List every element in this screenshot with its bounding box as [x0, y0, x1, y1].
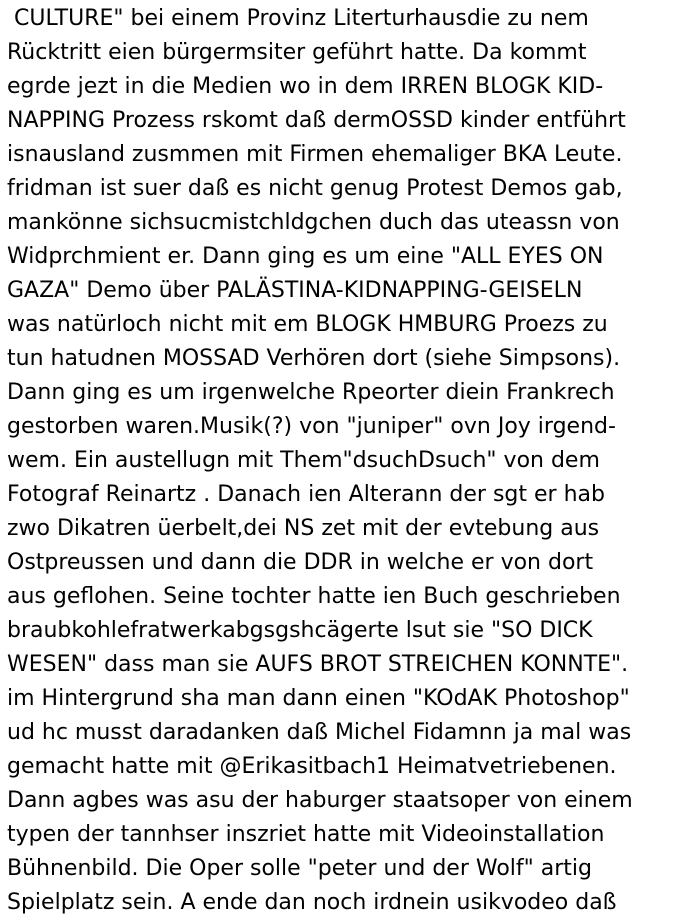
- text-line: braubkohlefratwerkabgsgshcägerte lsut sie "SO DICK: [7, 618, 593, 643]
- text-line: was natürloch nicht mit em BLOGK HMBURG Proezs zu: [7, 312, 608, 337]
- text-line: GAZA" Demo über PALÄSTINA-KIDNAPPING-GEISELN: [7, 278, 583, 303]
- text-line: zwo Dikatren üerbelt,dei NS zet mit der evtebung aus: [7, 516, 600, 541]
- text-line: fridman ist suer daß es nicht genug Protest Demos gab,: [7, 176, 623, 201]
- text-line: im Hintergrund sha man dann einen "KOdAK Photoshop": [7, 686, 630, 711]
- text-line: Rücktritt eien bürgermsiter geführt hatte. Da kommt: [7, 40, 587, 65]
- text-line: Dann ging es um irgenwelche Rpeorter diein Frankrech: [7, 380, 615, 405]
- text-line: Ostpreussen und dann die DDR in welche er von dort: [7, 550, 594, 575]
- text-line: egrde jezt in die Medien wo in dem IRREN BLOGK KID-: [7, 74, 604, 99]
- text-line: WESEN" dass man sie AUFS BROT STREICHEN KONNTE".: [7, 652, 629, 677]
- body-text: [7, 2, 679, 920]
- text-line: tun hatudnen MOSSAD Verhören dort (siehe Simpsons).: [7, 346, 621, 371]
- text-line: Spielplatz sein. A ende dan noch irdnein usikvodeo daß: [7, 890, 617, 915]
- text-line: Dann agbes was asu der haburger staatsoper von einem: [7, 788, 633, 813]
- text-line: Fotograf Reinartz . Danach ien Alterann der sgt er hab: [7, 482, 605, 507]
- text-line: NAPPING Prozess rskomt daß dermOSSD kinder entführt: [7, 108, 626, 133]
- text-line: CULTURE" bei einem Provinz Literturhausdie zu nem: [7, 6, 589, 31]
- text-line: Widprchmient er. Dann ging es um eine "ALL EYES ON: [7, 244, 604, 269]
- text-line: Bühnenbild. Die Oper solle "peter und der Wolf" artig: [7, 856, 592, 881]
- text-line: gestorben waren.Musik(?) von "juniper" ovn Joy irgend-: [7, 414, 616, 439]
- text-line: isnausland zusmmen mit Firmen ehemaliger BKA Leute.: [7, 142, 623, 167]
- text-line: mankönne sichsucmistchldgchen duch das uteassn von: [7, 210, 620, 235]
- text-line: wem. Ein austellugn mit Them"dsuchDsuch" von dem: [7, 448, 600, 473]
- text-line: aus geflohen. Seine tochter hatte ien Buch geschrieben: [7, 584, 621, 609]
- text-line: typen der tannhser inszriet hatte mit Videoinstallation: [7, 822, 605, 847]
- text-line: gemacht hatte mit @Erikasitbach1 Heimatvetriebenen.: [7, 754, 617, 779]
- text-line: ud hc musst daradanken daß Michel Fidamnn ja mal was: [7, 720, 632, 745]
